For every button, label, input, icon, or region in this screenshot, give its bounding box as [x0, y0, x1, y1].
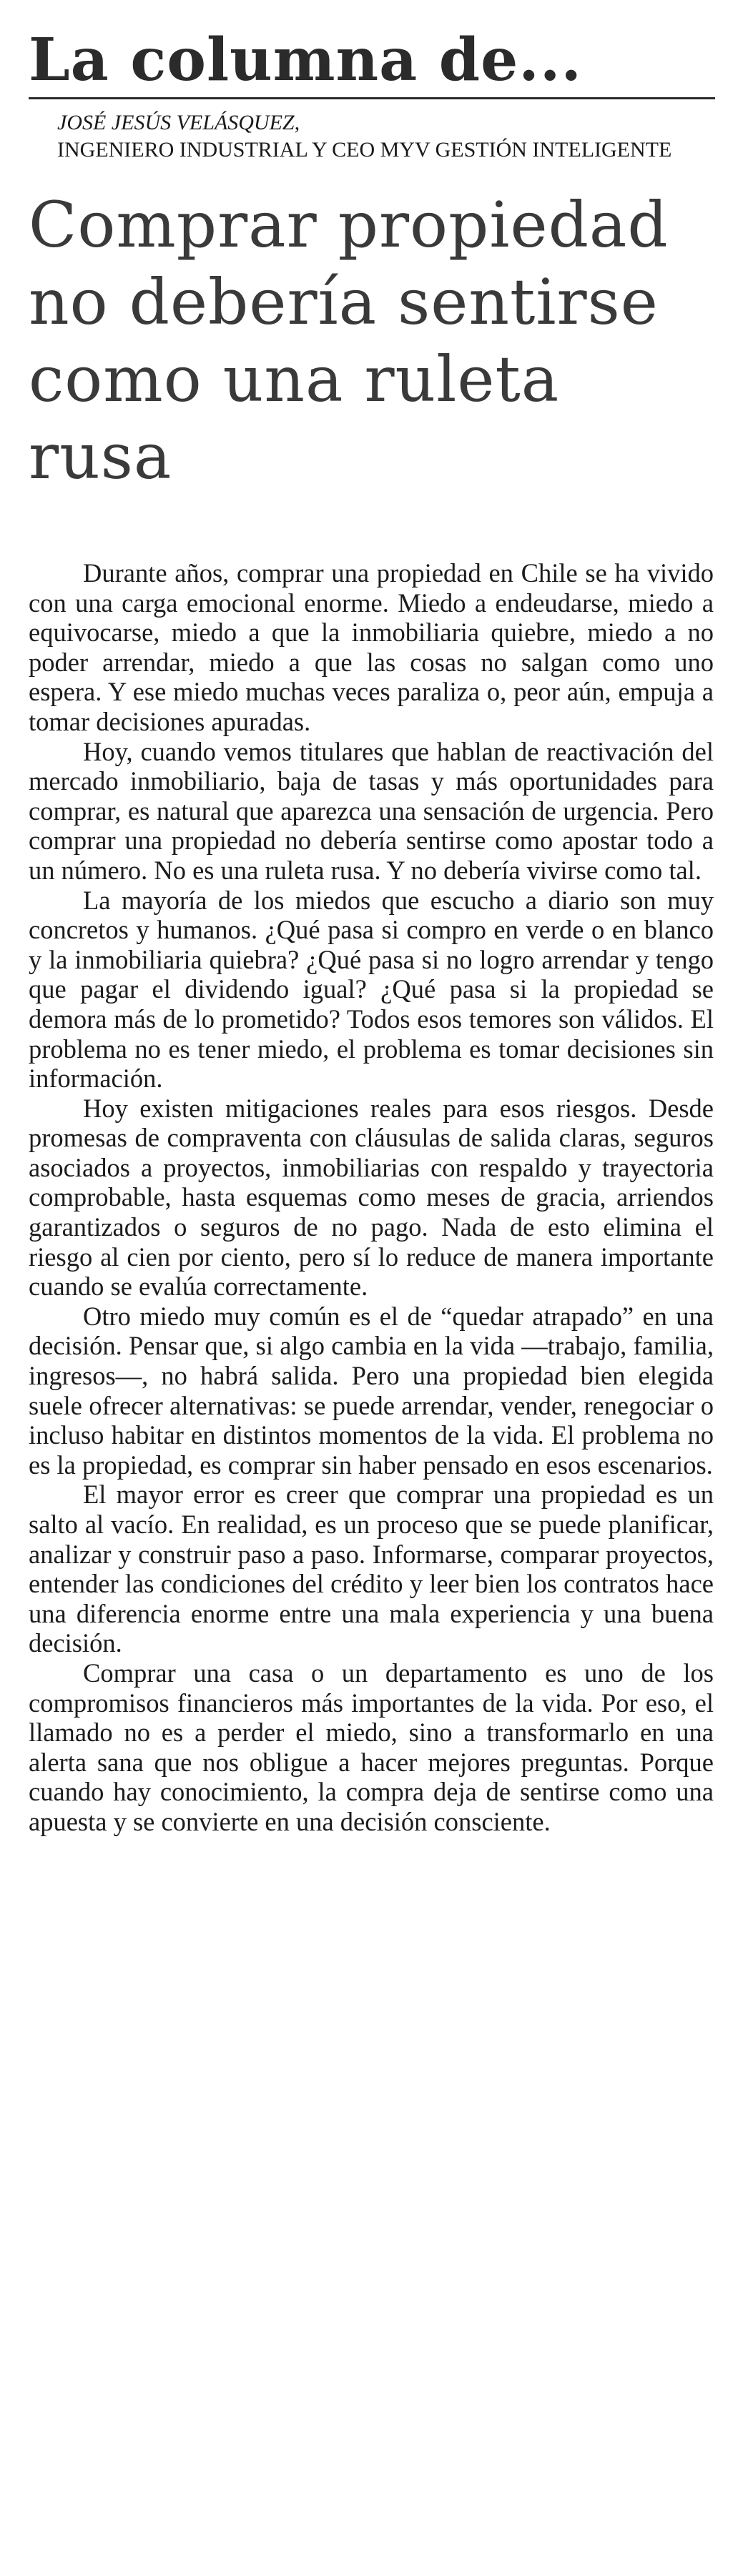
article-paragraph: Otro miedo muy común es el de “quedar atrapado” en una decisión. Pensar que, si algo cambia en la vida —trabajo, familia, ingresos—, no habrá salida. Pero una propiedad bien elegida suele ofrecer alternativas: se puede arrendar, vender, renegociar o incluso habitar en distintos momentos de la vida. El problema no es la propiedad, es comprar sin haber pensado en esos escenarios. — [29, 1301, 714, 1480]
article-paragraph: La mayoría de los miedos que escucho a diario son muy concretos y humanos. ¿Qué pasa si compro en verde o en blanco y la inmobiliaria quiebra? ¿Qué pasa si no logro arrendar y tengo que pagar el dividendo igual? ¿Qué pasa si la propiedad se demora más de lo prometido? Todos esos temores son válidos. El problema no es tener miedo, el problema es tomar decisiones sin información. — [29, 885, 714, 1094]
article-paragraph: Hoy existen mitigaciones reales para esos riesgos. Desde promesas de compraventa con cláusulas de salida claras, seguros asociados a proyectos, inmobiliarias con respaldo y trayectoria comprobable, hasta esquemas como meses de gracia, arriendos garantizados o seguros de no pago. Nada de esto elimina el riesgo al cien por ciento, pero sí lo reduce de manera importante cuando se evalúa correctamente. — [29, 1093, 714, 1302]
article-paragraph: Durante años, comprar una propiedad en Chile se ha vivido con una carga emocional enorme. Miedo a endeudarse, miedo a equivocarse, miedo a que la inmobiliaria quiebre, miedo a no poder arrendar, miedo a que las cosas no salgan como uno espera. Y ese miedo muchas veces paraliza o, peor aún, empuja a tomar decisiones apuradas. — [29, 558, 714, 736]
article-paragraph: El mayor error es creer que comprar una propiedad es un salto al vacío. En realidad, es un proceso que se puede planificar, analizar y construir paso a paso. Informarse, comparar proyectos, entender las condiciones del crédito y leer bien los contratos hace una diferencia enorme entre una mala experiencia y una buena decisión. — [29, 1480, 714, 1658]
section-header — [29, 20, 715, 99]
author-role: INGENIERO INDUSTRIAL Y CEO MYV GESTIÓN INTELIGENTE — [57, 138, 672, 162]
byline — [57, 109, 718, 164]
article-paragraph: Hoy, cuando vemos titulares que hablan de reactivación del mercado inmobiliario, baja de tasas y más oportunidades para comprar, es natural que aparezca una sensación de urgencia. Pero comprar una propiedad no debería sentirse como apostar todo a un número. No es una ruleta rusa. Y no debería vivirse como tal. — [29, 736, 714, 885]
article-paragraph: Comprar una casa o un departamento es uno de los compromisos financieros más importantes de la vida. Por eso, el llamado no es a perder el miedo, sino a transformarlo en una alerta sana que nos obligue a hacer mejores preguntas. Porque cuando hay conocimiento, la compra deja de sentirse como una apuesta y se convierte en una decisión consciente. — [29, 1658, 714, 1836]
author-name: JOSÉ JESÚS VELÁSQUEZ, — [57, 111, 300, 134]
section-title: La columna de... — [29, 26, 582, 94]
article-body — [29, 558, 714, 1837]
article-headline: Comprar propiedad no debería sentirse como una ruleta rusa — [29, 188, 669, 493]
